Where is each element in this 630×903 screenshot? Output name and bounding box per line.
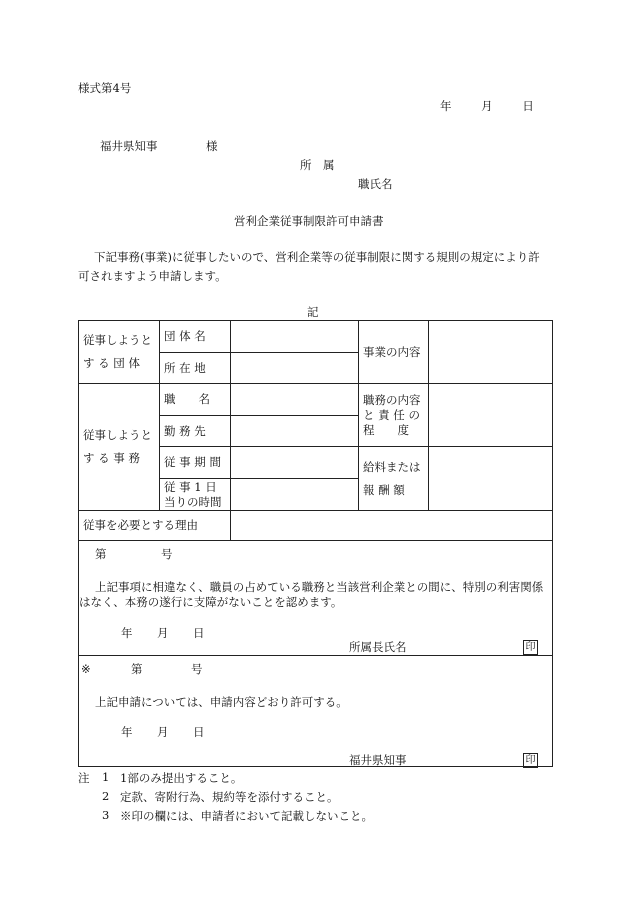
confirm-seal [523, 639, 538, 655]
date-day: 日 [522, 99, 534, 113]
confirm-day: 日 [193, 626, 205, 640]
approval-day: 日 [193, 725, 205, 739]
confirm-signer: 所属長氏名 [349, 640, 407, 654]
org-label-line1: 従事しようと [83, 333, 152, 347]
period-field[interactable] [231, 447, 359, 479]
duties-line2: と 責 任 の [363, 407, 420, 422]
reason-label: 従事を必要とする理由 [79, 511, 231, 541]
approval-section [79, 656, 553, 767]
duties-line3: 程 度 [363, 422, 409, 437]
approval-seal-mark: 印 [523, 753, 538, 768]
notes-label: 注 [78, 771, 90, 785]
approval-year: 年 [121, 725, 133, 739]
page-title: 営利企業従事制限許可申請書 [234, 214, 384, 228]
salary-field[interactable] [429, 447, 553, 511]
position-field[interactable] [231, 384, 359, 416]
work-label-line2: す る 事 務 [83, 451, 140, 465]
org-name-label: 団 体 名 [160, 321, 231, 353]
approval-seal [523, 752, 538, 768]
daily-hours-label [160, 479, 231, 511]
org-label-cell [79, 321, 160, 384]
approval-mark: ※ [81, 662, 91, 676]
note-3-text: ※印の欄には、申請者において記載しないこと。 [120, 809, 373, 823]
confirm-text-1: 上記事項に相違なく、職員の占めている職務と当該営利企業との間に、特別の利害関係 [95, 580, 544, 594]
note-1-text: 1部のみ提出すること。 [120, 771, 243, 785]
confirmation-section [79, 541, 553, 656]
workplace-field[interactable] [231, 416, 359, 447]
confirm-seal-mark: 印 [523, 640, 538, 655]
salary-line2: 報 酬 額 [363, 482, 405, 497]
duties-field[interactable] [429, 384, 553, 447]
approval-number-dai: 第 [131, 662, 143, 676]
note-2-text: 定款、寄附行為、規約等を添付すること。 [120, 790, 339, 804]
salary-line1: 給料または [363, 459, 421, 474]
salary-label [359, 447, 429, 511]
date-month: 月 [481, 99, 493, 113]
reason-field[interactable] [231, 511, 553, 541]
approval-number-go: 号 [191, 662, 203, 676]
confirm-text-2: はなく、本務の遂行に支障がないことを認めます。 [79, 595, 343, 609]
org-location-field[interactable] [231, 353, 359, 384]
intro-line-2: 可されますよう申請します。 [78, 269, 227, 283]
ki-label: 記 [307, 305, 319, 319]
confirm-number-dai: 第 [95, 547, 107, 561]
position-label: 職 名 [160, 384, 231, 416]
work-label-cell [79, 384, 160, 511]
date-year: 年 [440, 99, 452, 113]
confirm-month: 月 [157, 626, 169, 640]
org-label-line2: す る 団 体 [83, 356, 140, 370]
intro-line-1: 下記事務(事業)に従事したいので、営利企業等の従事制限に関する規則の規定により許 [94, 250, 540, 264]
org-location-label: 所 在 地 [160, 353, 231, 384]
note-2-num: 2 [102, 789, 110, 803]
duties-line1: 職務の内容 [363, 392, 421, 407]
business-content-label: 事業の内容 [359, 321, 429, 384]
approval-month: 月 [157, 725, 169, 739]
workplace-label: 勤 務 先 [160, 416, 231, 447]
honorific: 様 [206, 139, 218, 153]
business-content-field[interactable] [429, 321, 553, 384]
addressee: 福井県知事 [100, 139, 158, 153]
daily-hours-field[interactable] [231, 479, 359, 511]
note-1-num: 1 [102, 770, 110, 784]
affiliation-label: 所 属 [300, 158, 335, 172]
daily-hours-line2: 当りの時間 [164, 494, 222, 509]
application-date [440, 98, 534, 114]
duties-label [359, 384, 429, 447]
period-label: 従 事 期 間 [160, 447, 231, 479]
org-name-field[interactable] [231, 321, 359, 353]
name-label: 職氏名 [358, 177, 393, 191]
application-table [78, 320, 553, 767]
confirm-number-go: 号 [161, 547, 173, 561]
daily-hours-line1: 従 事 1 日 [164, 479, 217, 494]
approval-text: 上記申請については、申請内容どおり許可する。 [95, 695, 348, 709]
form-number: 様式第4号 [78, 81, 132, 95]
confirm-year: 年 [121, 626, 133, 640]
approval-signer: 福井県知事 [349, 753, 407, 767]
work-label-line1: 従事しようと [83, 428, 152, 442]
note-3-num: 3 [102, 808, 110, 822]
